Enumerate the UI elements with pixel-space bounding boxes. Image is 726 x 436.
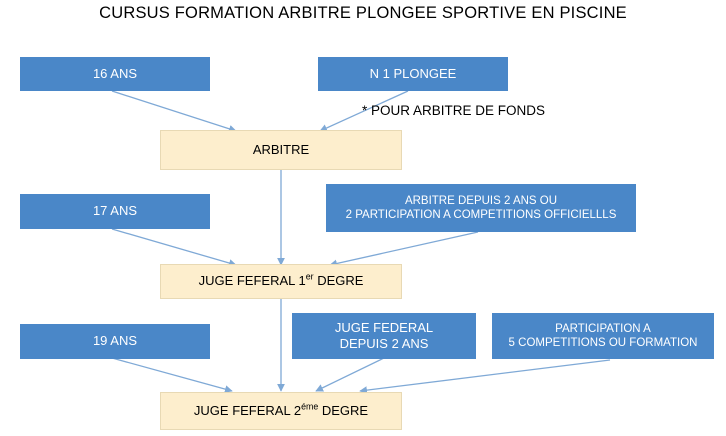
box-arbitre-depuis-2-ans-line2: 2 PARTICIPATION A COMPETITIONS OFFICIELLLS	[345, 209, 617, 221]
page-title: CURSUS FORMATION ARBITRE PLONGEE SPORTIVE EN PISCINE	[99, 4, 627, 22]
box-juge-federal-2eme-degre-sup: éme	[301, 401, 319, 412]
box-juge-federal-depuis-2-ans-line1: JUGE FEDERAL	[334, 319, 434, 335]
box-juge-federal-1er-degre-label-a: JUGE FEFERAL 1	[198, 273, 306, 289]
box-17-ans-label: 17 ANS	[92, 203, 138, 219]
box-juge-federal-1er-degre[interactable]	[160, 264, 402, 299]
box-16-ans[interactable]	[20, 57, 210, 91]
box-17-ans[interactable]	[20, 194, 210, 229]
box-n1-plongee[interactable]	[318, 57, 508, 91]
box-n1-plongee-label: N 1 PLONGEE	[369, 65, 457, 81]
box-arbitre-depuis-2-ans-line1: ARBITRE DEPUIS 2 ANS OU	[404, 194, 558, 207]
box-arbitre[interactable]	[160, 130, 402, 170]
box-juge-federal-2eme-degre-label-b: DEGRE	[318, 402, 369, 418]
box-juge-federal-1er-degre-label-b: DEGRE	[313, 273, 364, 289]
box-19-ans-label: 19 ANS	[92, 333, 138, 349]
box-19-ans[interactable]	[20, 324, 210, 359]
box-arbitre-depuis-2-ans[interactable]	[326, 184, 636, 232]
box-juge-federal-depuis-2-ans[interactable]	[292, 313, 476, 359]
box-16-ans-label: 16 ANS	[92, 65, 138, 81]
box-participation-5-competitions[interactable]	[492, 313, 714, 359]
box-juge-federal-1er-degre-sup: er	[305, 272, 314, 283]
box-participation-5-competitions-line1: PARTICIPATION A	[555, 322, 651, 335]
footnote-arbitre-fonds: * POUR ARBITRE DE FONDS	[362, 103, 546, 118]
box-juge-federal-2eme-degre[interactable]	[160, 392, 402, 430]
box-juge-federal-depuis-2-ans-line2: DEPUIS 2 ANS	[339, 336, 429, 351]
box-juge-federal-2eme-degre-label-a: JUGE FEFERAL 2	[193, 402, 302, 418]
box-participation-5-competitions-line2: 5 COMPETITIONS OU FORMATION	[508, 337, 698, 349]
box-arbitre-label: ARBITRE	[252, 141, 310, 157]
